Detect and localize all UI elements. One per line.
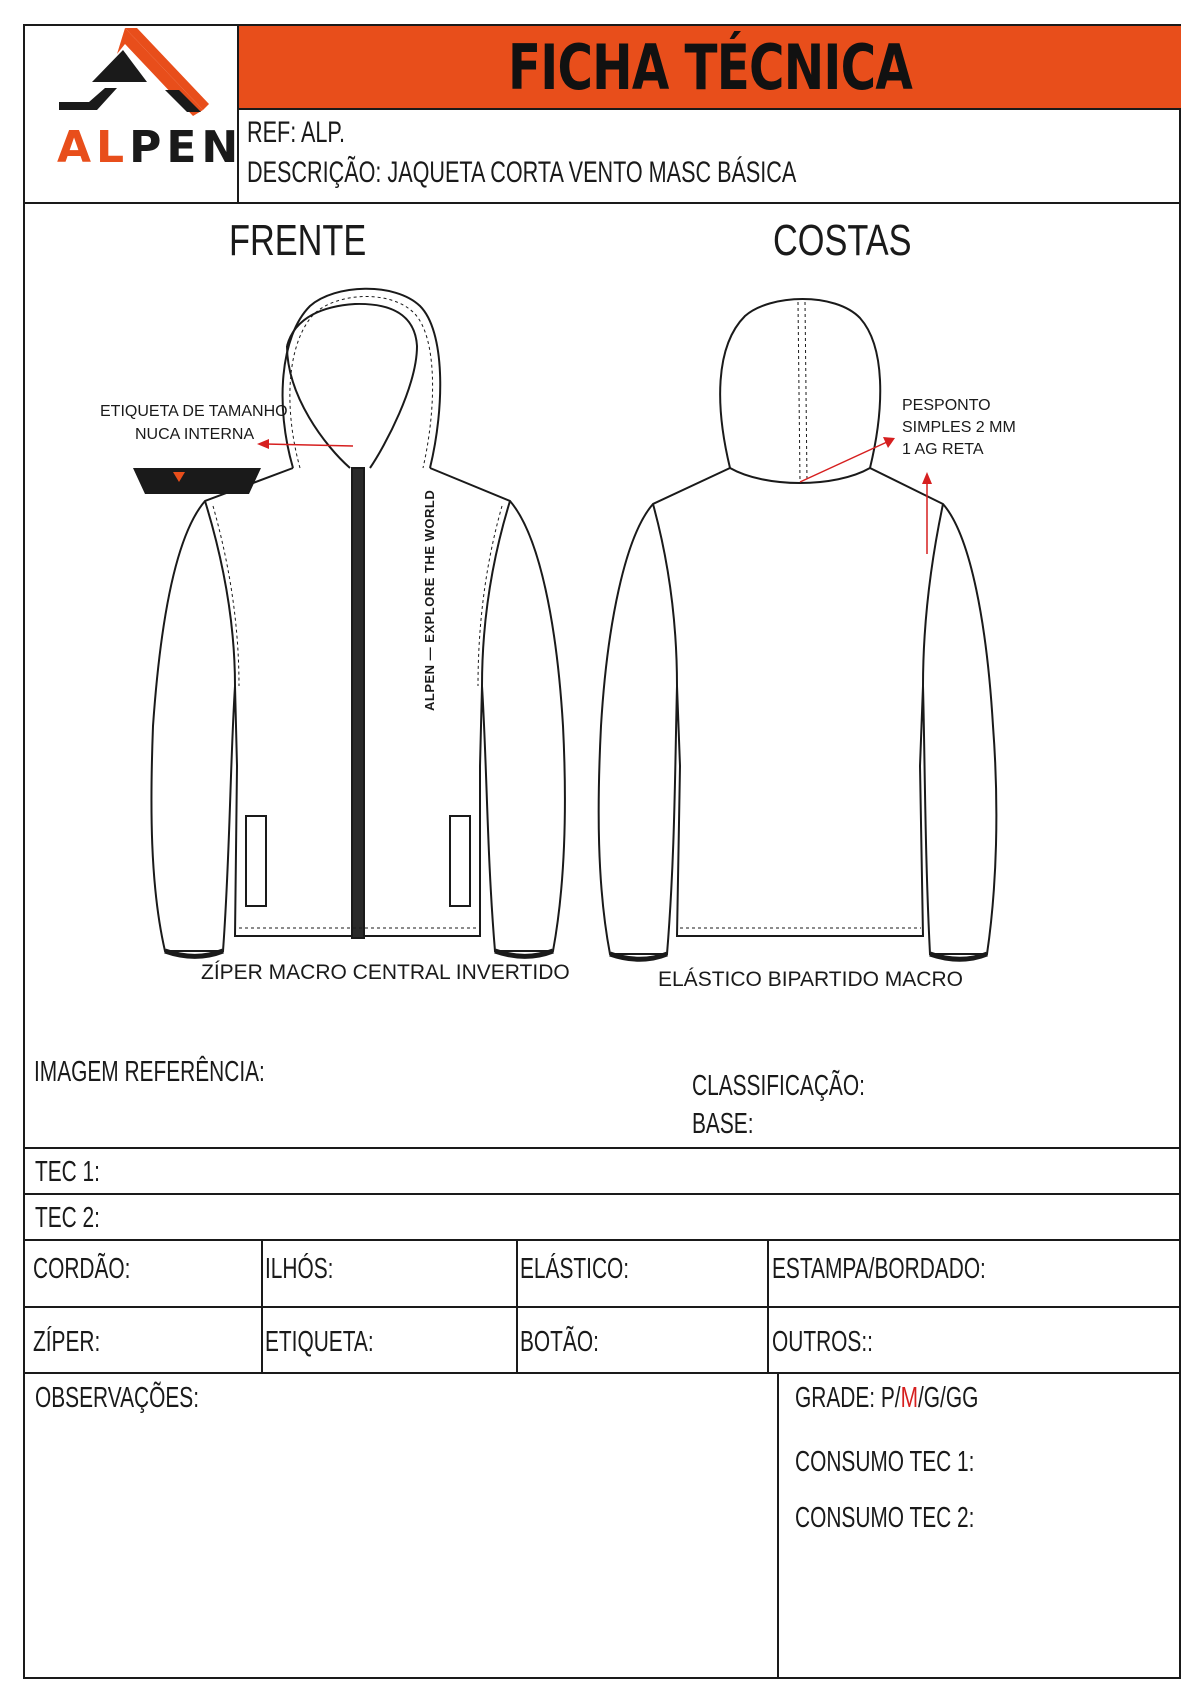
consumo-tec2-field: CONSUMO TEC 2: — [795, 1502, 975, 1534]
elastico-field: ELÁSTICO: — [520, 1253, 630, 1285]
back-jacket-drawing — [25, 206, 1181, 1006]
ilhos-field: ILHÓS: — [265, 1253, 334, 1285]
stitch-note-line1: PESPONTO — [902, 397, 991, 414]
label-note-line2: NUCA INTERNA — [135, 426, 255, 443]
divider — [25, 1193, 1181, 1195]
divider — [25, 1239, 1181, 1241]
logo-cell — [25, 26, 244, 204]
base-label: BASE: — [692, 1108, 754, 1140]
classification-label: CLASSIFICAÇÃO: — [692, 1070, 865, 1102]
consumo-tec1-field: CONSUMO TEC 1: — [795, 1446, 975, 1478]
description-field: DESCRIÇÃO: JAQUETA CORTA VENTO MASC BÁSICA — [247, 156, 797, 189]
observacoes-field: OBSERVAÇÕES: — [35, 1382, 200, 1414]
back-view-title: COSTAS — [773, 216, 912, 265]
tec2-field: TEC 2: — [35, 1202, 100, 1234]
divider — [25, 1306, 1181, 1308]
front-view-title: FRENTE — [229, 216, 367, 265]
stitch-note-line3: 1 AG RETA — [902, 441, 984, 458]
title-bar — [239, 26, 1181, 110]
alpen-logo-icon — [25, 26, 239, 204]
spec-sheet — [23, 24, 1181, 1679]
ziper-field: ZÍPER: — [33, 1326, 101, 1358]
back-caption: ELÁSTICO BIPARTIDO MACRO — [658, 968, 963, 991]
page-title: FICHA TÉCNICA — [507, 30, 913, 104]
stitch-note-line2: SIMPLES 2 MM — [902, 419, 1016, 436]
cordao-field: CORDÃO: — [33, 1253, 131, 1285]
divider — [777, 1372, 779, 1679]
header-info — [239, 110, 1181, 204]
label-note-line1: ETIQUETA DE TAMANHO — [100, 403, 288, 420]
etiqueta-field: ETIQUETA: — [265, 1326, 374, 1358]
estampa-field: ESTAMPA/BORDADO: — [772, 1253, 986, 1285]
grade-selected-size: M — [900, 1382, 918, 1414]
image-reference-label: IMAGEM REFERÊNCIA: — [34, 1056, 265, 1088]
divider — [25, 1147, 1181, 1149]
logo-wordmark: ALPEN — [57, 122, 244, 173]
tec1-field: TEC 1: — [35, 1156, 100, 1188]
botao-field: BOTÃO: — [520, 1326, 599, 1358]
grade-field: GRADE: P/M/G/GG — [795, 1382, 979, 1414]
ref-field: REF: ALP. — [247, 116, 346, 149]
outros-field: OUTROS:: — [772, 1326, 873, 1358]
divider — [25, 1372, 1181, 1374]
neck-label-text: PEN — [175, 446, 194, 456]
chest-print: ALPEN — EXPLORE THE WORLD — [422, 489, 437, 711]
front-caption: ZÍPER MACRO CENTRAL INVERTIDO — [201, 961, 570, 984]
